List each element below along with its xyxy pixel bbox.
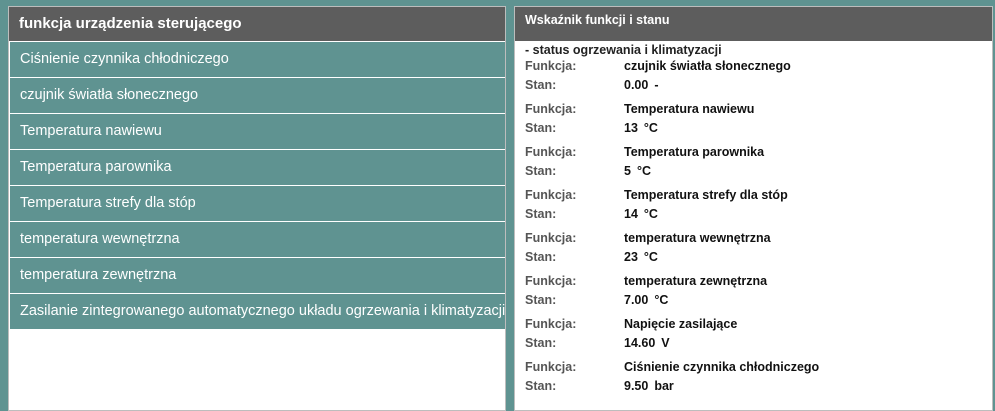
state-unit: °C — [636, 164, 651, 178]
function-name: temperatura zewnętrzna — [624, 274, 768, 288]
status-panel-header: Wskaźnik funkcji i stanu — [515, 7, 992, 41]
state-label: Stan: — [525, 207, 557, 221]
control-function-panel — [8, 6, 506, 411]
function-name: Temperatura parownika — [624, 145, 765, 159]
state-value: 14.60 — [624, 336, 656, 350]
function-name: Napięcie zasilające — [624, 317, 738, 331]
function-item-sunlight-sensor[interactable]: czujnik światła słonecznego — [10, 78, 505, 114]
status-entry — [525, 100, 992, 143]
state-value: 23 — [624, 250, 638, 264]
state-label: Stan: — [525, 78, 557, 92]
state-value: 0.00 — [624, 78, 649, 92]
state-label: Stan: — [525, 121, 557, 135]
function-item-evaporator-temperature[interactable]: Temperatura parownika — [10, 150, 505, 186]
function-name: czujnik światła słonecznego — [624, 59, 791, 73]
state-value: 5 — [624, 164, 631, 178]
function-label: Funkcja: — [525, 317, 577, 331]
function-item-power-supply[interactable]: Zasilanie zintegrowanego automatycznego układu ogrzewania i klimatyzacji — [10, 294, 505, 330]
status-entry — [525, 143, 992, 186]
state-unit: bar — [654, 379, 674, 393]
function-label: Funkcja: — [525, 360, 577, 374]
status-entry — [525, 272, 992, 315]
function-label: Funkcja: — [525, 231, 577, 245]
function-item-refrigerant-pressure[interactable]: Ciśnienie czynnika chłodniczego — [10, 42, 505, 78]
state-label: Stan: — [525, 293, 557, 307]
function-label: Funkcja: — [525, 274, 577, 288]
state-value: 14 — [624, 207, 638, 221]
status-entry — [525, 358, 992, 401]
function-name: Temperatura strefy dla stóp — [624, 188, 788, 202]
state-value: 7.00 — [624, 293, 649, 307]
state-unit: V — [661, 336, 670, 350]
state-unit: °C — [654, 293, 669, 307]
state-label: Stan: — [525, 336, 557, 350]
function-name: Ciśnienie czynnika chłodniczego — [624, 360, 820, 374]
function-label: Funkcja: — [525, 59, 577, 73]
state-value: 9.50 — [624, 379, 649, 393]
state-unit: °C — [643, 121, 658, 135]
status-entries — [515, 57, 992, 401]
state-unit: °C — [643, 207, 658, 221]
function-label: Funkcja: — [525, 102, 577, 116]
status-entry — [525, 315, 992, 358]
function-item-exterior-temperature[interactable]: temperatura zewnętrzna — [10, 258, 505, 294]
state-unit: - — [654, 78, 659, 92]
section-title: - status ogrzewania i klimatyzacji — [525, 43, 722, 57]
function-item-footwell-temperature[interactable]: Temperatura strefy dla stóp — [10, 186, 505, 222]
state-label: Stan: — [525, 164, 557, 178]
control-function-header: funkcja urządzenia sterującego — [9, 7, 505, 42]
status-entry — [525, 186, 992, 229]
function-item-vent-temperature[interactable]: Temperatura nawiewu — [10, 114, 505, 150]
status-entry — [525, 229, 992, 272]
state-unit: °C — [643, 250, 658, 264]
status-panel — [514, 6, 993, 411]
status-entry — [525, 57, 992, 100]
state-value: 13 — [624, 121, 638, 135]
state-label: Stan: — [525, 379, 557, 393]
function-name: Temperatura nawiewu — [624, 102, 755, 116]
function-label: Funkcja: — [525, 188, 577, 202]
function-name: temperatura wewnętrzna — [624, 231, 771, 245]
function-list — [9, 42, 505, 330]
state-label: Stan: — [525, 250, 557, 264]
function-label: Funkcja: — [525, 145, 577, 159]
function-item-interior-temperature[interactable]: temperatura wewnętrzna — [10, 222, 505, 258]
